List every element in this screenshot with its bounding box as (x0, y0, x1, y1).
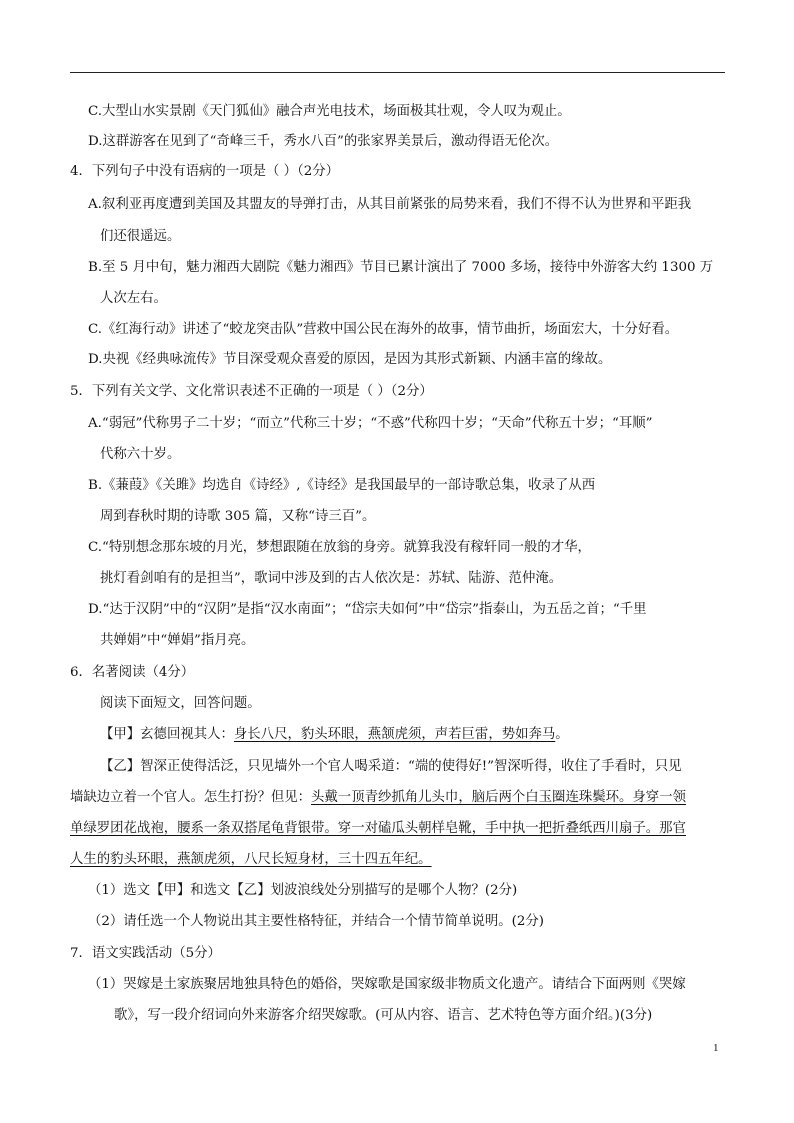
q6-passage-yi-line2 (70, 789, 686, 807)
q5-option-d-line2: 共婵娟”中“婵娟”指月亮。 (100, 633, 255, 648)
question-4-stem: 4．下列句子中没有语病的一项是（ ）（2分） (70, 164, 340, 179)
option-d-prev: D.这群游客在见到了“奇峰三千，秀水八百”的张家界美景后，激动得语无伦次。 (88, 134, 559, 149)
q5-option-b-line2: 周到春秋时期的诗歌 305 篇，又称“诗三百”。 (100, 509, 376, 524)
q5-option-a-line2: 代称六十岁。 (100, 447, 181, 462)
q6-subquestion-2: （2）请任选一个人物说出其主要性格特征，并结合一个情节简单说明。(2分) (88, 914, 544, 929)
jia-end: 。 (555, 727, 569, 742)
q5-option-d-line1: D.“达于汉阴”中的“汉阴”是指“汉水南面”；“岱宗夫如何”中“岱宗”指泰山，为五岳之首；“千里 (88, 602, 647, 617)
option-c-prev: C.大型山水实景剧《天门狐仙》融合声光电技术，场面极其壮观，令人叹为观止。 (88, 104, 571, 119)
page-number: 1 (713, 1042, 719, 1054)
q6-passage-jia (100, 726, 569, 744)
q4-option-c: C.《红海行动》讲述了“蛟龙突击队”营救中国公民在海外的故事，情节曲折，场面宏大，十分好看。 (88, 322, 679, 337)
q4-option-a-line1: A.叙利亚再度遭到美国及其盟友的导弹打击，从其目前紧张的局势来看，我们不得不认为世界和平距我 (88, 197, 692, 212)
question-6-stem: 6．名著阅读（4分） (70, 665, 195, 680)
header-rule (70, 72, 725, 73)
q6-intro: 阅读下面短文，回答问题。 (100, 696, 261, 711)
q4-option-d: D.央视《经典咏流传》节目深受观众喜爱的原因，是因为其形式新颖、内涵丰富的缘故。 (88, 352, 612, 367)
q6-passage-yi-line3: 单绿罗团花战袍，腰系一条双搭尾龟背银带。穿一对磕瓜头朝样皂靴，手中执一把折叠纸西川扇子。那官 (70, 821, 686, 836)
yi-line2-underlined: 头戴一顶青纱抓角儿头巾，脑后两个白玉圈连珠鬓环。身穿一领 (311, 790, 686, 805)
q4-option-a-line2: 们还很遥远。 (100, 229, 181, 244)
jia-underlined: 身长八尺，豹头环眼，燕颔虎须，声若巨雷，势如奔马 (233, 727, 556, 742)
question-7-stem: 7．语文实践活动（5分） (70, 946, 221, 961)
jia-prefix: 【甲】玄德回视其人： (100, 727, 234, 742)
q5-option-a-line1: A.“弱冠”代称男子二十岁；“而立”代称三十岁；“不惑”代称四十岁；“天命”代称五十岁；“耳顺” (88, 416, 653, 431)
q5-option-b-line1: B.《蒹葭》《关雎》均选自《诗经》,《诗经》是我国最早的一部诗歌总集，收录了从西 (88, 478, 596, 493)
q4-option-b-line1: B.至 5 月中旬，魅力湘西大剧院《魅力湘西》节目已累计演出了 7000 多场，接待中外游客大约 1300 万 (88, 260, 714, 275)
q6-passage-yi-line4: 人生的豹头环眼，燕颔虎须，八尺长短身材，三十四五年纪。 (70, 852, 432, 867)
q6-subquestion-1: （1）选文【甲】和选文【乙】划波浪线处分别描写的是哪个人物？(2分) (88, 883, 518, 898)
q6-passage-yi-line1: 【乙】智深正使得活泛，只见墙外一个官人喝采道：“端的使得好!”智深听得，收住了手看时，只见 (100, 759, 682, 774)
q5-option-c-line2: 挑灯看剑咱有的是担当”，歌词中涉及到的古人依次是：苏轼、陆游、范仲淹。 (100, 571, 563, 586)
q7-subquestion-1-line1: （1）哭嫁是土家族聚居地独具特色的婚俗，哭嫁歌是国家级非物质文化遗产。请结合下面两则《哭嫁 (88, 977, 686, 992)
q7-subquestion-1-line2: 歌》，写一段介绍词向外来游客介绍哭嫁歌。(可从内容、语言、艺术特色等方面介绍。)(3分) (114, 1008, 653, 1023)
question-5-stem: 5．下列有关文学、文化常识表述不正确的一项是（ ）（2分） (70, 384, 433, 399)
q5-option-c-line1: C.“特别想念那东坡的月光，梦想跟随在放翁的身旁。就算我没有稼轩同一般的才华， (88, 540, 591, 555)
q4-option-b-line2: 人次左右。 (100, 291, 167, 306)
yi-line2-plain: 墙缺边立着一个官人。怎生打扮？但见： (70, 790, 312, 805)
